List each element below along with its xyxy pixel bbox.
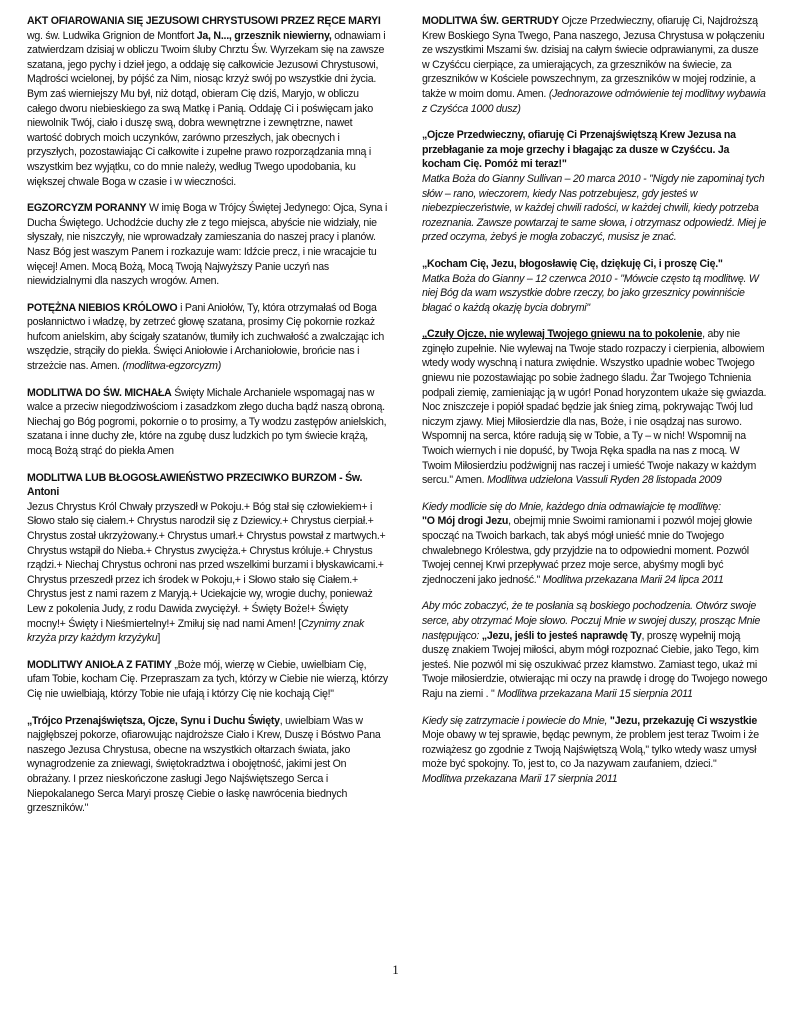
block-bold: Ja, N..., grzesznik niewierny, xyxy=(196,29,332,42)
block-note: Modlitwa udzielona Vassuli Ryden 28 listopada 2009 xyxy=(487,474,722,487)
block-note: Czynimy znak krzyża przy każdym krzyżyku xyxy=(27,617,365,645)
storm-blessing xyxy=(27,471,389,646)
block-text: , uwielbiam Was w najgłębszej pokorze, ofiarowując najdroższe Ciało i Krew, Duszę i Bóstwo Pana naszego Jezusa Chrystusa, obecne na wszystkich ołtarzach świata, jako wynagrodzenie za zniewagi, świętokradztwa i obojętność, jakimi jest On obrażany. I przez nieskończone zasługi Jego Najświętszego Serca i Niepokalanego Serca Maryi proszę Ciebie o łaskę nawrócenia biednych grzeszników." xyxy=(27,714,381,815)
block-text: odnawiam i zatwierdzam dzisiaj w obliczu Twoim śluby Chrztu Św. Wyrzekam się na zawsze szatana, jego pychy i dzieł jego, a oddaję się całkowicie Jezusowi Chrystusowi, Mądrości wcielonej, by pójść za Nim, niosąc krzyż swój po wszystkie dni życia. Bym zaś wierniejszy Mu był, niż dotąd, obieram Cię dziś, Maryjo, w obliczu całego dworu niebieskiego za swą Matkę i Panią. Oddaję Ci i poświęcam jako niewolnik Twój, ciało i duszę swą, dobra wewnętrzne i zewnętrzne, nawet wartość dobrych moich uczynków, zarówno przeszłych, jak obecnych i przyszłych, pozostawiając Ci całkowite i zupełne prawo rozporządzania mną i wszystkim bez wyjątku, co do mnie należy, według Twego upodobania, ku większej chwale Boga w czasie i w wieczności. xyxy=(27,29,386,188)
block-note: (Jednorazowe odmówienie tej modlitwy wybawia z Czyśćca 1000 dusz) xyxy=(422,87,766,115)
block-title: POTĘŻNA NIEBIOS KRÓLOWO xyxy=(27,301,178,314)
holy-trinity-prayer xyxy=(27,714,389,816)
block-text: Moje obawy w tej sprawie, będąc pewnym, że problem jest teraz Twoim i że rozwiążesz go zgodnie z Twoją Najświętszą Wolą," tylko wtedy wasz umysł może być spokojny. To, jest to, co Ja nazywam zaufaniem, dzieci." xyxy=(422,729,759,771)
block-text: , aby nie zginęło zupełnie. Nie wylewaj na Twoje stado rozpaczy i cierpienia, albowiem wtedy wody wyschną i natura zwiędnie. Wszystko upadnie wobec Twojego gniewu nie pozostawiając po sobie żadnego śladu. Żar Twojego Tchnienia podpali ziemię, zamieniając ją w ugór! Ponad horyzontem ukaże się gwiazda. Noc zniszczeje i popiół spadać będzie jak śnieg zimą, pokrywając Twój lud niczym zjawy. Miej Miłosierdzie dla nas, Boże, i nie osądzaj nas surowo. Wspomnij na serca, które radują się w Tobie, a Ty – w nich! Wspomnij na Twoich wiernych i nie dopuść, by Twoja Ręka spadła na nas z mocą. W Twoim Miłosierdziu podźwignij nas raczej i umieść Twoje nakazy w każdym sercu." Amen. xyxy=(422,328,767,487)
block-note: (modlitwa-egzorcyzm) xyxy=(122,360,222,373)
block-title: EGZORCYZM PORANNY xyxy=(27,202,147,215)
st-gertrude-prayer xyxy=(422,14,768,116)
block-title: MODLITWA LUB BŁOGOSŁAWIEŃSTWO PRZECIWKO BURZOM - Św. Antoni xyxy=(27,471,363,499)
block-bold: „Ojcze Przedwieczny, ofiaruję Ci Przenajświętszą Krew Jezusa na przebłaganie za moje grzechy i błagając za dusze w Czyśćcu. Ja kocham Cię. Pomóż mi teraz!" xyxy=(422,129,736,171)
block-bold: „Trójco Przenajświętsza, Ojcze, Synu i Duchu Święty xyxy=(27,714,280,727)
block-text: , proszę wypełnij moją duszę znakiem Twojej miłości, abym mógł rozpoznać Ciebie, jako Tego, kim jesteś. Nie pozwól mi się oszukiwać przez kłamstwo. Zamiast tego, ukaż mi Twoje miłosierdzie, otwierając mi oczy na prawdę i drogę do Twojego nowego Raju na ziemi . " xyxy=(422,629,768,700)
if-it-is-you-prayer xyxy=(422,599,768,701)
block-bold: "O Mój drogi Jezu xyxy=(422,515,509,528)
block-text: Jezus Chrystus Król Chwały przyszedł w Pokoju.+ Bóg stał się człowiekiem+ i Słowo stało się ciałem.+ Chrystus narodził się z Dziewicy.+ Chrystus cierpiał.+ Chrystus został ukrzyżowany.+ Chrystus umarł.+ Chrystus powstał z martwych.+ Chrystus wstąpił do Nieba.+ Chrystus zwycięża.+ Chrystus króluje.+ Chrystus rządzi.+ Niechaj Chrystus ochroni nas przed wszelkimi burzami i błyskawicami.+ Chrystus przeszedł przez ich środek w Pokoju,+ i Słowo stało się Ciałem.+ Chrystus jest z nami razem z Maryją.+ Uciekajcie wy, wrogie duchy, ponieważ Lew z pokolenia Judy, z rodu Dawida zwyciężył. + Święty Boże!+ Święty mocny!+ Święty i Nieśmiertelny!+ Zmiłuj się nad nami Amen! [ xyxy=(27,500,386,630)
queen-of-heaven-prayer xyxy=(27,301,389,374)
page-number: 1 xyxy=(392,962,399,977)
block-text: Święty Michale Archaniele wspomagaj nas w walce a przeciw niegodziwościom i zasadzkom złego ducha bądź naszą obroną. Niechaj go Bóg pogromi, pokornie o to prosimy, a Ty wodzu zastępów anielskich, szatana i inne duchy złe, które na zgubę dusz ludzkich po tym świecie krążą, mocą Bożą strąć do piekła Amen xyxy=(27,386,387,458)
block-title: MODLITWA DO ŚW. MICHAŁA xyxy=(27,386,172,399)
block-bold: „Czuły Ojcze, nie wylewaj Twojego gniewu na to pokolenie xyxy=(422,328,703,341)
block-text: W imię Boga w Trójcy Świętej Jedynego: Ojca, Syna i Ducha Świętego. Uchodźcie duchy złe z tego miejsca, abyście nie widziały, nie słyszały, nie niszczyły, nie wprowadzały zamieszania do naszej pracy i planów. Nasz Bóg jest waszym Panem i rozkazuje wam: Idźcie precz, i nie wracajcie tu więcej! Amen. Mocą Bożą, Mocą Twoją Najwyższy Panie uczyń nas niewidzialnymi dla naszych wrogów. Amen. xyxy=(27,202,388,288)
block-intro: Kiedy modlicie się do Mnie, każdego dnia odmawiajcie tę modlitwę: xyxy=(422,500,721,513)
left-column xyxy=(27,14,389,828)
block-title: MODLITWA ŚW. GERTRUDY xyxy=(422,15,559,27)
block-intro: wg. św. Ludwika Grignion de Montfort xyxy=(27,29,197,42)
block-note: Modlitwa przekazana Marii 24 lipca 2011 xyxy=(542,573,724,586)
block-text: , obejmij mnie Swoimi ramionami i pozwól mojej głowie spocząć na Twoich barkach, tak abyś mógł unieść mnie do Twojego chwalebnego Królestwa, gdy przyjdzie na to odpowiedni moment. Pozwól Twojej cennej Krwi przepływać przez moje serce, abyśmy mogli być zjednoczeni jako jedność." xyxy=(422,515,753,586)
morning-exorcism xyxy=(27,201,389,289)
my-dear-jesus-prayer xyxy=(422,500,768,588)
block-bold: „Kocham Cię, Jezu, błogosławię Cię, dziękuję Ci, i proszę Cię." xyxy=(422,257,723,270)
block-title: MODLITWY ANIOŁA Z FATIMY xyxy=(27,658,172,671)
tender-father-prayer xyxy=(422,327,768,488)
block-text: „Boże mój, wierzę w Ciebie, uwielbiam Cię, ufam Tobie, kocham Cię. Przepraszam za tych, którzy w Ciebie nie wierzą, którzy Cię nie uwielbiają, którzy Tobie nie ufają i którzy Cię nie kochają Cię!" xyxy=(27,658,388,700)
block-note: Matka Boża do Gianny – 12 czerwca 2010 - "Mówcie często tą modlitwę. W niej Bóg da wam wszystkie dobre rzeczy, bo jako grzesznicy powinniście błagać o każdą okazję bycia dobrymi" xyxy=(422,272,759,314)
act-of-consecration xyxy=(27,14,389,189)
block-text: i Pani Aniołów, Ty, która otrzymałaś od Boga posłannictwo i władzę, by zetrzeć głowę szatana, prosimy Cię pokornie rozkaż hufcom anielskim, aby ścigały szatanów, tłumiły ich zuchwałość a zwalczając ich wszędzie, strąciły do piekła. Święci Aniołowie i Archaniołowie, brońcie nas i strzeżcie nas. Amen. xyxy=(27,301,385,373)
block-bold: „Jezu, jeśli to jesteś naprawdę Ty xyxy=(481,629,642,642)
i-love-you-jesus-prayer xyxy=(422,257,768,315)
block-bold: "Jezu, przekazuję Ci wszystkie xyxy=(609,714,757,727)
fatima-angel-prayer xyxy=(27,658,389,702)
st-michael-prayer xyxy=(27,386,389,459)
block-intro: Aby móc zobaczyć, że te posłania są boskiego pochodzenia. Otwórz swoje serce, aby otrzymać Moje słowo. Poczuj Mnie w swojej duszy, prosząc Mnie następująco: xyxy=(422,600,760,642)
block-note: Matka Boża do Gianny Sullivan – 20 marca 2010 - "Nigdy nie zapominaj tych słów – rano, wieczorem, kiedy Nas potrzebujesz, gdy jesteś w niebezpieczeństwie, w każdej chwili radości, w każdej chwili, kiedy potrzeba rozeznania. Zawsze powtarzaj te same słowa, i otrzymasz odpowiedź. Miej je przed oczyma, żebyś je mogła zobaczyć, musisz je znać. xyxy=(422,172,767,244)
eternal-father-prayer xyxy=(422,128,768,245)
block-text: Ojcze Przedwieczny, ofiaruję Ci, Najdroższą Krew Boskiego Syna Twego, Pana naszego, Jezusa Chrystusa w połączeniu ze wszystkimi Mszami św. dzisiaj na całym świecie odprawianymi, za dusze w Czyśćcu cierpiące, za umierających, za grzeszników na świecie, za grzeszników w Kościele powszechnym, za grzeszników w mojej rodzinie, a także w moim domu. Amen. xyxy=(422,15,765,100)
block-note: Modlitwa przekazana Marii 17 sierpnia 2011 xyxy=(422,772,618,785)
right-column xyxy=(422,14,768,799)
surrender-prayer xyxy=(422,714,768,787)
block-intro: Kiedy się zatrzymacie i powiecie do Mnie, xyxy=(422,714,610,727)
block-title: AKT OFIAROWANIA SIĘ JEZUSOWI CHRYSTUSOWI PRZEZ RĘCE MARYI xyxy=(27,15,381,27)
block-end: ] xyxy=(157,632,161,645)
block-note: Modlitwa przekazana Marii 15 sierpnia 2011 xyxy=(497,687,693,700)
